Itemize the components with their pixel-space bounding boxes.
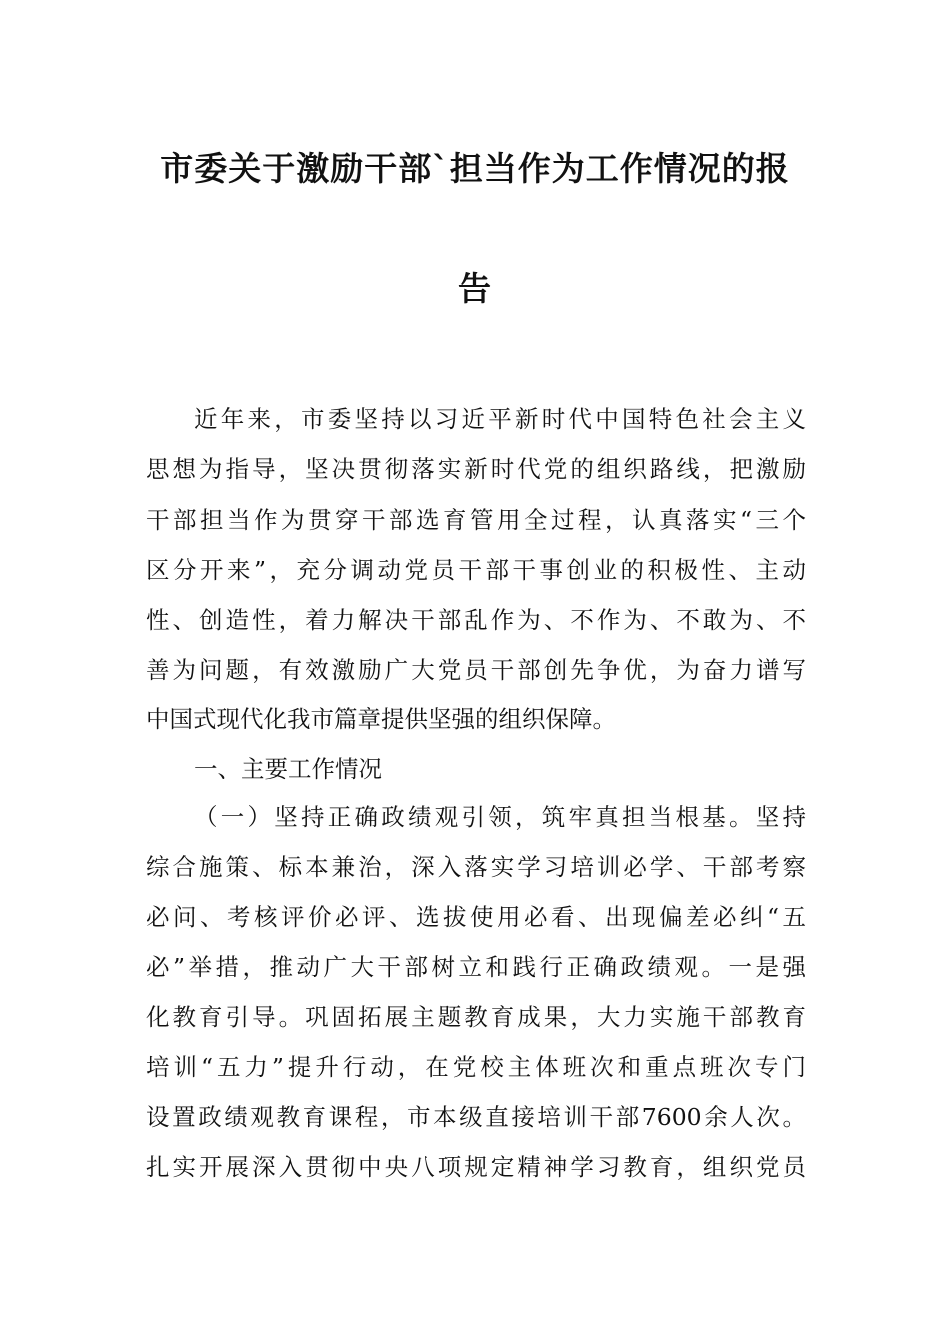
- section-heading: 一、主要工作情况: [194, 755, 382, 783]
- paragraph-2-line-6: 培训“五力”提升行动，在党校主体班次和重点班次专门: [146, 1053, 806, 1081]
- paragraph-2-line-7: 设置政绩观教育课程，市本级直接培训干部7600余人次。: [146, 1103, 806, 1131]
- document-title-line-1: 市委关于激励干部`担当作为工作情况的报: [160, 149, 790, 188]
- paragraph-2-line-5: 化教育引导。巩固拓展主题教育成果，大力实施干部教育: [146, 1003, 806, 1031]
- paragraph-2-line-2: 综合施策、标本兼治，深入落实学习培训必学、干部考察: [146, 853, 806, 881]
- paragraph-1-line-2: 思想为指导，坚决贯彻落实新时代党的组织路线，把激励: [146, 455, 806, 483]
- paragraph-1-line-4: 区分开来”，充分调动党员干部干事创业的积极性、主动: [146, 556, 806, 584]
- paragraph-2-line-4: 必”举措，推动广大干部树立和践行正确政绩观。一是强: [146, 953, 806, 981]
- paragraph-1-line-7: 中国式现代化我市篇章提供坚强的组织保障。: [146, 705, 616, 733]
- paragraph-1-line-6: 善为问题，有效激励广大党员干部创先争优，为奋力谱写: [146, 656, 806, 684]
- paragraph-2-line-8: 扎实开展深入贯彻中央八项规定精神学习教育，组织党员: [146, 1153, 806, 1181]
- paragraph-2-line-1: （一）坚持正确政绩观引领，筑牢真担当根基。坚持: [194, 803, 806, 831]
- paragraph-1-line-5: 性、创造性，着力解决干部乱作为、不作为、不敢为、不: [146, 606, 806, 634]
- paragraph-1-line-1: 近年来，市委坚持以习近平新时代中国特色社会主义: [194, 405, 806, 433]
- paragraph-1-line-3: 干部担当作为贯穿干部选育管用全过程，认真落实“三个: [146, 506, 806, 534]
- document-title-line-2: 告: [458, 269, 492, 308]
- paragraph-2-line-3: 必问、考核评价必评、选拔使用必看、出现偏差必纠“五: [146, 903, 806, 931]
